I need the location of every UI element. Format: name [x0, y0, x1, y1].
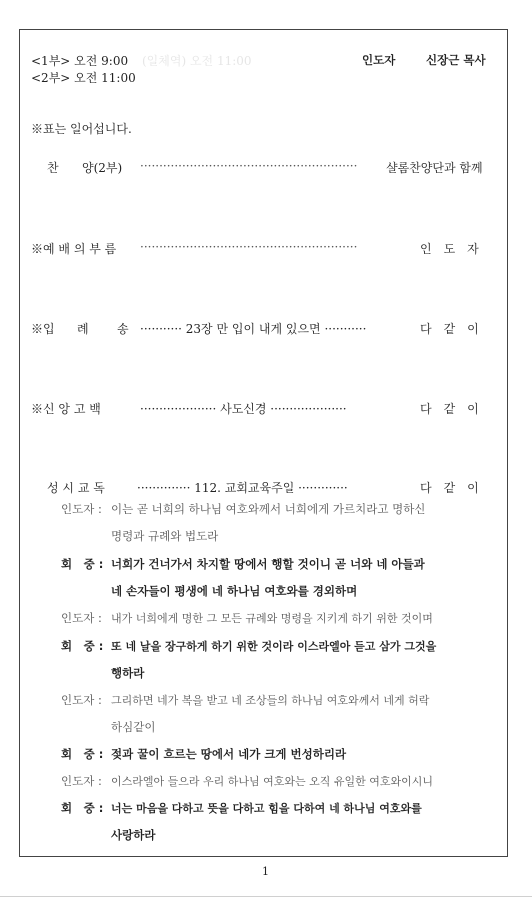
reading-line: 명령과 규례와 법도라	[111, 529, 219, 543]
order-item-hymn-title: ··········· 23장 만 입이 내게 있으면 ···········	[140, 322, 367, 336]
reading-line: 행하라	[111, 666, 145, 680]
standing-note: ※표는 일어섭니다.	[31, 122, 132, 136]
leader-name: 신장근 목사	[426, 53, 486, 67]
reading-line: 사랑하라	[111, 828, 156, 842]
reading-speaker-leader: 인도자 :	[61, 502, 102, 516]
order-item-praise-leader-dots: ·························································	[140, 159, 358, 173]
bulletin-page-frame	[19, 29, 508, 857]
reading-line: 하심같이	[111, 720, 156, 734]
order-item-call-to-worship-dots: ·························································	[140, 240, 358, 254]
page-number: 1	[262, 865, 269, 878]
order-item-praise-label-2: 양(2부)	[82, 161, 123, 175]
reading-speaker-leader: 인도자 :	[61, 611, 102, 625]
reading-speaker-leader: 인도자 :	[61, 774, 102, 788]
order-item-hymn-label-3: 송	[117, 322, 129, 336]
reading-line: 너는 마음을 다하고 뜻을 다하고 힘을 다하여 네 하나님 여호와를	[111, 802, 422, 815]
service-2-time: <2부> 오전 11:00	[31, 71, 136, 85]
reading-speaker-congregation: 회 중 :	[61, 639, 104, 653]
reading-speaker-congregation: 회 중 :	[61, 747, 104, 761]
order-item-responsive-reading: 성 시 교 독	[47, 481, 105, 495]
order-item-call-to-worship: ※예 배 의 부 름	[31, 242, 117, 256]
page-bottom-divider	[0, 896, 532, 897]
order-item-hymn-label-2: 례	[77, 322, 89, 336]
service-1-time: <1부> 오전 9:00	[31, 54, 129, 68]
reading-line: 네 손자들이 평생에 네 하나님 여호와를 경외하며	[111, 584, 358, 598]
order-item-creed-title: ···················· 사도신경 ····················	[140, 402, 347, 416]
order-item-responsive-reading-performer: 다 같 이	[420, 481, 479, 495]
order-item-call-to-worship-performer: 인 도 자	[420, 242, 479, 256]
reading-line: 젖과 꿀이 흐르는 땅에서 네가 크게 번성하리라	[111, 747, 347, 761]
order-item-praise-performer: 샬롬찬양단과 함께	[386, 161, 483, 175]
order-item-hymn-performer: 다 같 이	[420, 322, 479, 336]
reading-speaker-congregation: 회 중 :	[61, 557, 104, 571]
leader-title: 인도자	[362, 53, 396, 67]
order-item-creed: ※신 앙 고 백	[31, 402, 101, 416]
reading-line: 그리하면 네가 복을 받고 네 조상들의 하나님 여호와께서 네게 허락	[111, 694, 430, 707]
order-item-praise-label-1: 찬	[47, 161, 59, 175]
reading-line: 이스라엘아 들으라 우리 하나님 여호와는 오직 유일한 여호와이시니	[111, 775, 434, 788]
reading-line: 내가 너희에게 명한 그 모든 규례와 명령을 지키게 하기 위한 것이며	[111, 612, 433, 625]
faded-overlay-text: (일체역) 오전 11:00	[142, 54, 252, 68]
order-item-responsive-reading-title: ·············· 112. 교회교육주일 ·············	[137, 481, 348, 495]
reading-speaker-congregation: 회 중 :	[61, 801, 104, 815]
reading-line: 이는 곧 너희의 하나님 여호와께서 너희에게 가르치라고 명하신	[111, 502, 426, 516]
reading-line: 너희가 건너가서 차지할 땅에서 행할 것이니 곧 너와 네 아들과	[111, 557, 425, 571]
reading-speaker-leader: 인도자 :	[61, 693, 102, 707]
order-item-hymn-label-1: ※입	[31, 322, 55, 336]
reading-line: 또 네 날을 장구하게 하기 위한 것이라 이스라엘아 듣고 삼가 그것을	[111, 640, 437, 653]
order-item-creed-performer: 다 같 이	[420, 402, 479, 416]
